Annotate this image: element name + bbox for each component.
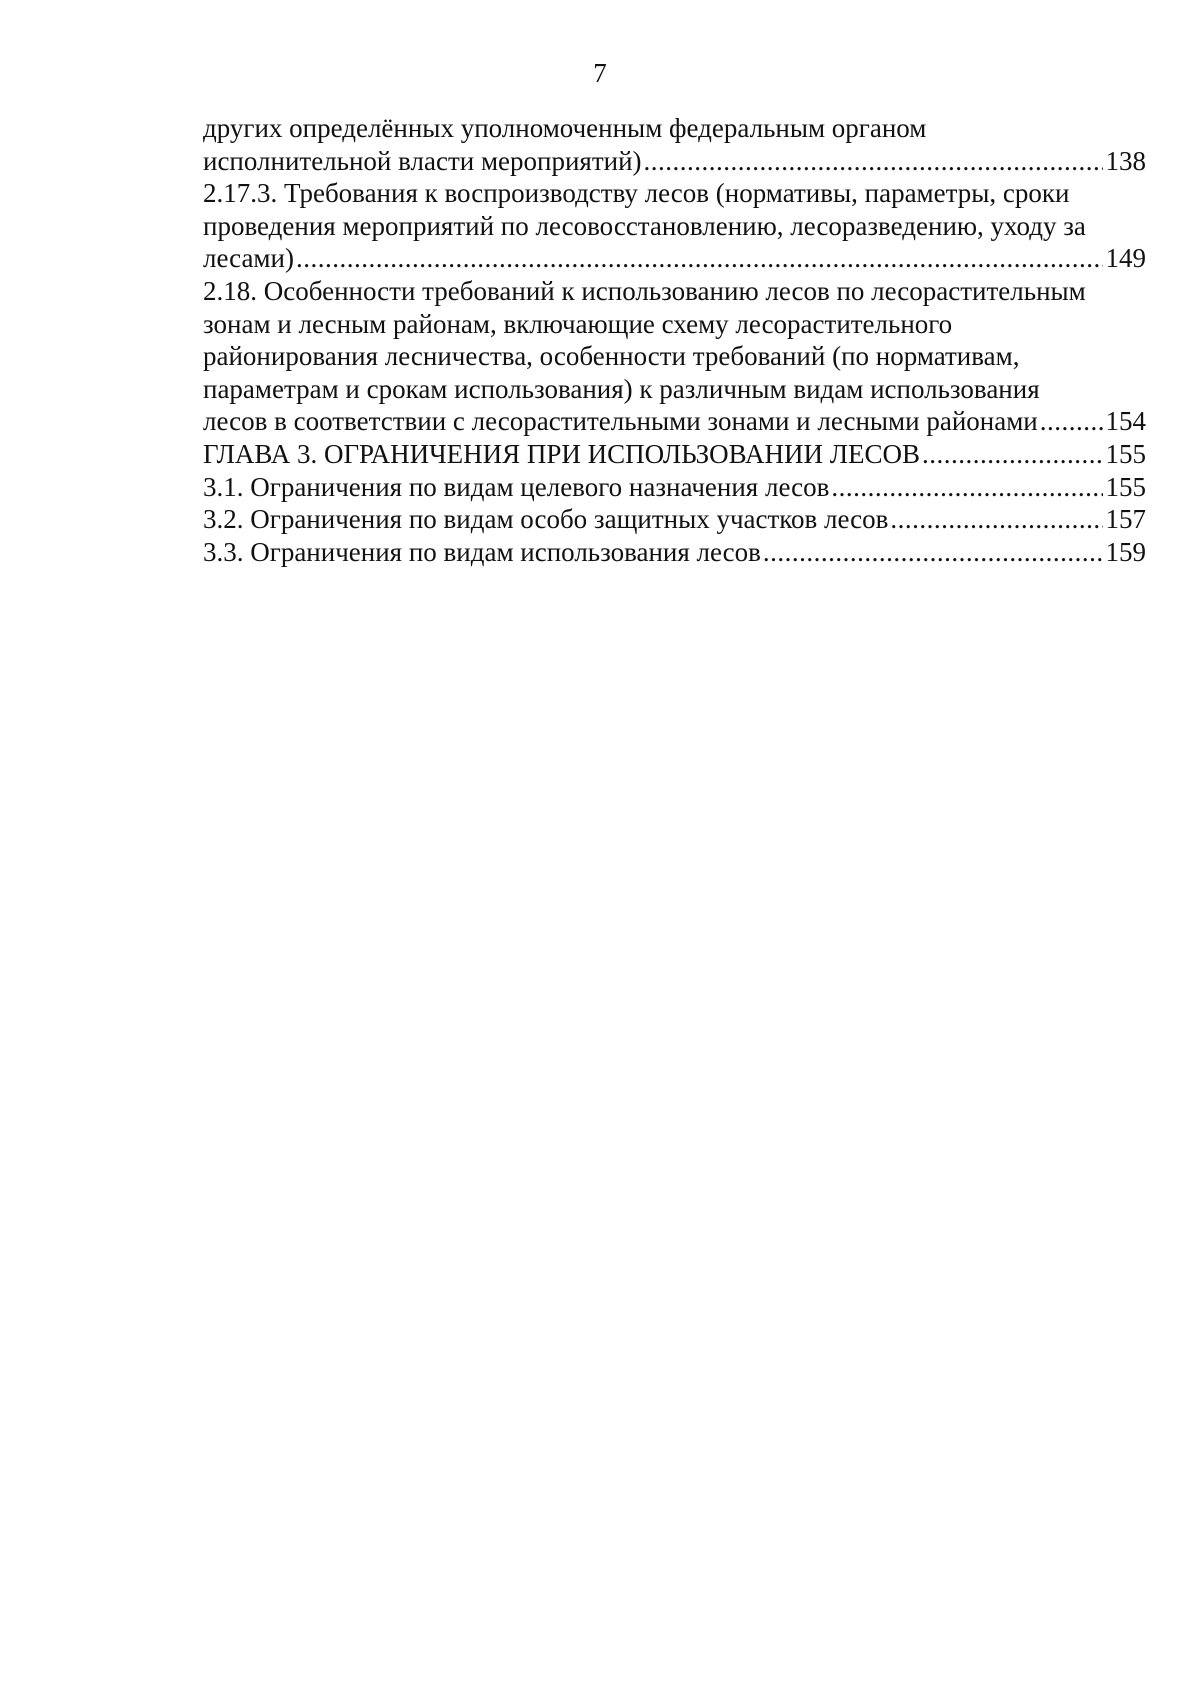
toc-entry-line: исполнительной власти мероприятий) [203, 145, 642, 176]
dot-leader [890, 503, 1102, 536]
toc-entry-last-line [203, 503, 1146, 536]
toc-entry-last-line [203, 438, 1146, 471]
toc-entry-line: параметрам и срокам использования) к различным видам использования [203, 373, 1040, 404]
dot-leader [644, 145, 1103, 178]
toc-entry-3-1 [203, 471, 1146, 504]
dot-leader [763, 536, 1103, 569]
toc-entry-last-line [203, 405, 1146, 438]
toc-page-number: 138 [1105, 145, 1146, 176]
dot-leader [831, 471, 1102, 504]
toc-entry-last-line [203, 536, 1146, 569]
toc-entry-line: лесов в соответствии с лесорастительными зонами и лесными районами [203, 406, 1038, 437]
toc-entry-3-2 [203, 503, 1146, 536]
toc-entry-line: 2.17.3. Требования к воспроизводству лесов (нормативы, параметры, сроки [203, 178, 1070, 209]
toc-entry-line: 3.3. Ограничения по видам использования лесов [203, 536, 761, 567]
toc-entry-chapter-3 [203, 438, 1146, 471]
toc-page-number: 155 [1105, 438, 1146, 469]
toc-entry-last-line [203, 145, 1146, 178]
toc-entry-2-17-3 [203, 177, 1146, 275]
toc-entry-other-measures [203, 112, 1146, 177]
toc-entry-line: зонам и лесным районам, включающие схему лесорастительного [203, 308, 953, 339]
toc-entry-line: других определённых уполномоченным федеральным органом [203, 113, 927, 143]
toc-page-number: 154 [1105, 406, 1146, 437]
dot-leader [1040, 405, 1103, 438]
dot-leader [922, 438, 1102, 471]
page-number: 7 [593, 58, 607, 88]
toc-entry-last-line [203, 242, 1146, 275]
toc-entry-3-3 [203, 536, 1146, 569]
dot-leader [296, 242, 1103, 275]
toc-entry-last-line [203, 471, 1146, 504]
toc-entry-line: ГЛАВА 3. ОГРАНИЧЕНИЯ ПРИ ИСПОЛЬЗОВАНИИ ЛЕСОВ [203, 438, 921, 469]
toc-page-number: 155 [1105, 471, 1146, 502]
toc-entry-line: районирования лесничества, особенности требований (по нормативам, [203, 341, 1020, 372]
toc-entry-line: 2.18. Особенности требований к использованию лесов по лесорастительным [203, 275, 1086, 306]
table-of-contents [203, 112, 1146, 568]
toc-page-number: 149 [1105, 243, 1146, 274]
toc-entry-line: проведения мероприятий по лесовосстановлению, лесоразведению, уходу за [203, 210, 1086, 241]
toc-page-number: 157 [1105, 504, 1146, 535]
toc-page-number: 159 [1105, 536, 1146, 567]
toc-entry-line: 3.2. Ограничения по видам особо защитных участков лесов [203, 504, 889, 535]
toc-entry-line: 3.1. Ограничения по видам целевого назначения лесов [203, 471, 830, 502]
toc-entry-line: лесами) [203, 243, 294, 274]
toc-entry-2-18 [203, 275, 1146, 438]
